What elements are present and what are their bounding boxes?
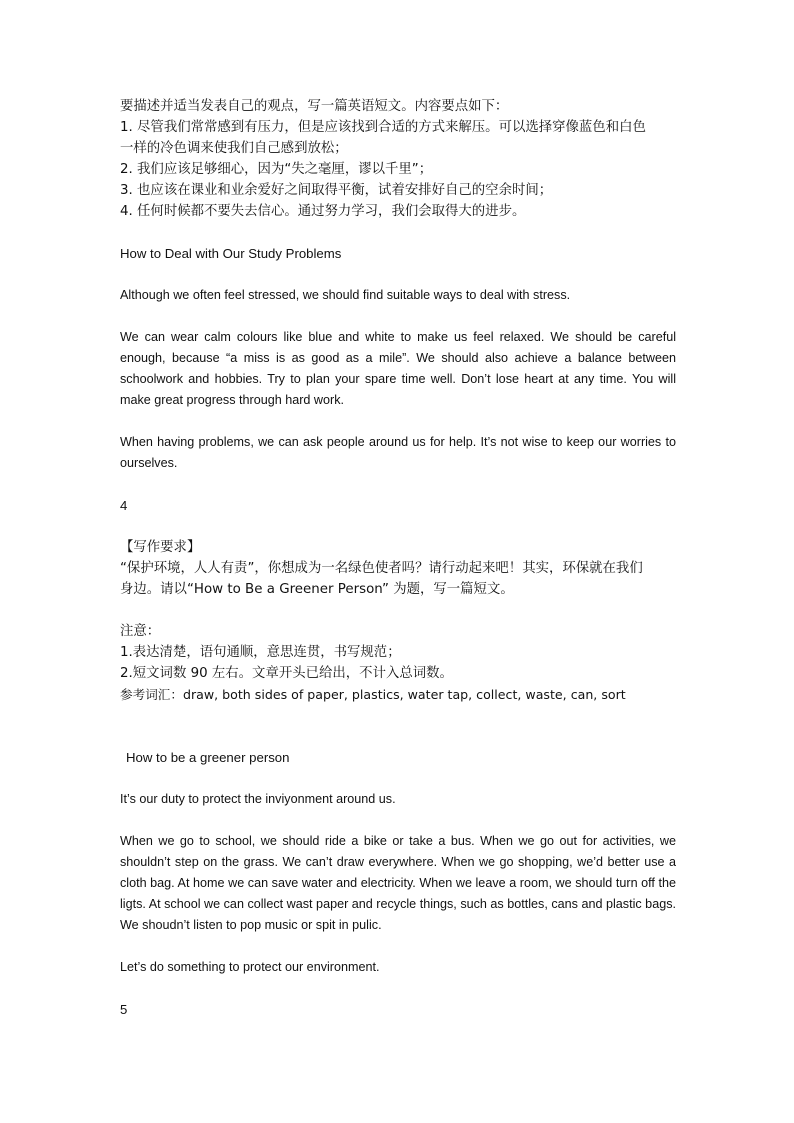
essay-paragraph: Although we often feel stressed, we should find suitable ways to deal with stress. <box>120 288 571 302</box>
essay-paragraph: When having problems, we can ask people around us for help. It’s not wise to keep our worries to ourselves. <box>120 435 676 470</box>
note-item: 2.短文词数 90 左右。文章开头已给出，不计入总词数。 <box>120 666 453 681</box>
question-number: 4 <box>120 498 128 513</box>
point-1a: 1. 尽管我们常常感到有压力，但是应该找到合适的方式来解压。可以选择穿像蓝色和白色 <box>120 120 646 135</box>
document-page <box>120 96 676 1020</box>
prompt-line: 身边。请以“How to Be a Greener Person” 为题，写一篇短文。 <box>120 582 514 597</box>
section-heading: 【写作要求】 <box>120 540 201 555</box>
prompt-line: “保护环境，人人有责”，你想成为一名绿色使者吗？请行动起来吧！其实，环保就在我们 <box>120 561 643 576</box>
note-label: 注意： <box>120 624 161 639</box>
note-item: 1.表达清楚，语句通顺，意思连贯，书写规范； <box>120 645 401 660</box>
essay-paragraph: We can wear calm colours like blue and white to make us feel relaxed. We should be careful enough, because “a miss is as good as a mile”. We should also achieve a balance between schoolwork and hobbies. Try to plan your spare time well. Don’t lose heart at any time. You will make great progress through hard work. <box>120 330 676 407</box>
essay-paragraph: It’s our duty to protect the inviyonment around us. <box>120 792 396 806</box>
essay-paragraph: When we go to school, we should ride a bike or take a bus. When we go out for activities, we shouldn’t step on the grass. We can’t draw everywhere. When we go shopping, we’d better use a cloth bag. At home we can save water and electricity. When we leave a room, we should turn off the ligts. At school we can collect wast paper and recycle things, such as bottles, cans and plastic bags. We shoudn’t listen to pop music or spit in pulic. <box>120 834 676 932</box>
essay-paragraph: Let’s do something to protect our environment. <box>120 960 380 974</box>
essay-title: How to Deal with Our Study Problems <box>120 246 342 261</box>
point-1b: 一样的冷色调来使我们自己感到放松； <box>120 141 348 156</box>
question-number: 5 <box>120 1002 128 1017</box>
point-2: 2. 我们应该足够细心，因为“失之毫厘，谬以千里”； <box>120 162 433 177</box>
point-3: 3. 也应该在课业和业余爱好之间取得平衡，试着安排好自己的空余时间； <box>120 183 553 198</box>
vocab-line: 参考词汇：draw, both sides of paper, plastics, water tap, collect, waste, can, sort <box>120 687 626 702</box>
task-intro: 要描述并适当发表自己的观点，写一篇英语短文。内容要点如下： <box>120 99 509 114</box>
point-4: 4. 任何时候都不要失去信心。通过努力学习，我们会取得大的进步。 <box>120 204 526 219</box>
essay-title: How to be a greener person <box>126 750 290 765</box>
